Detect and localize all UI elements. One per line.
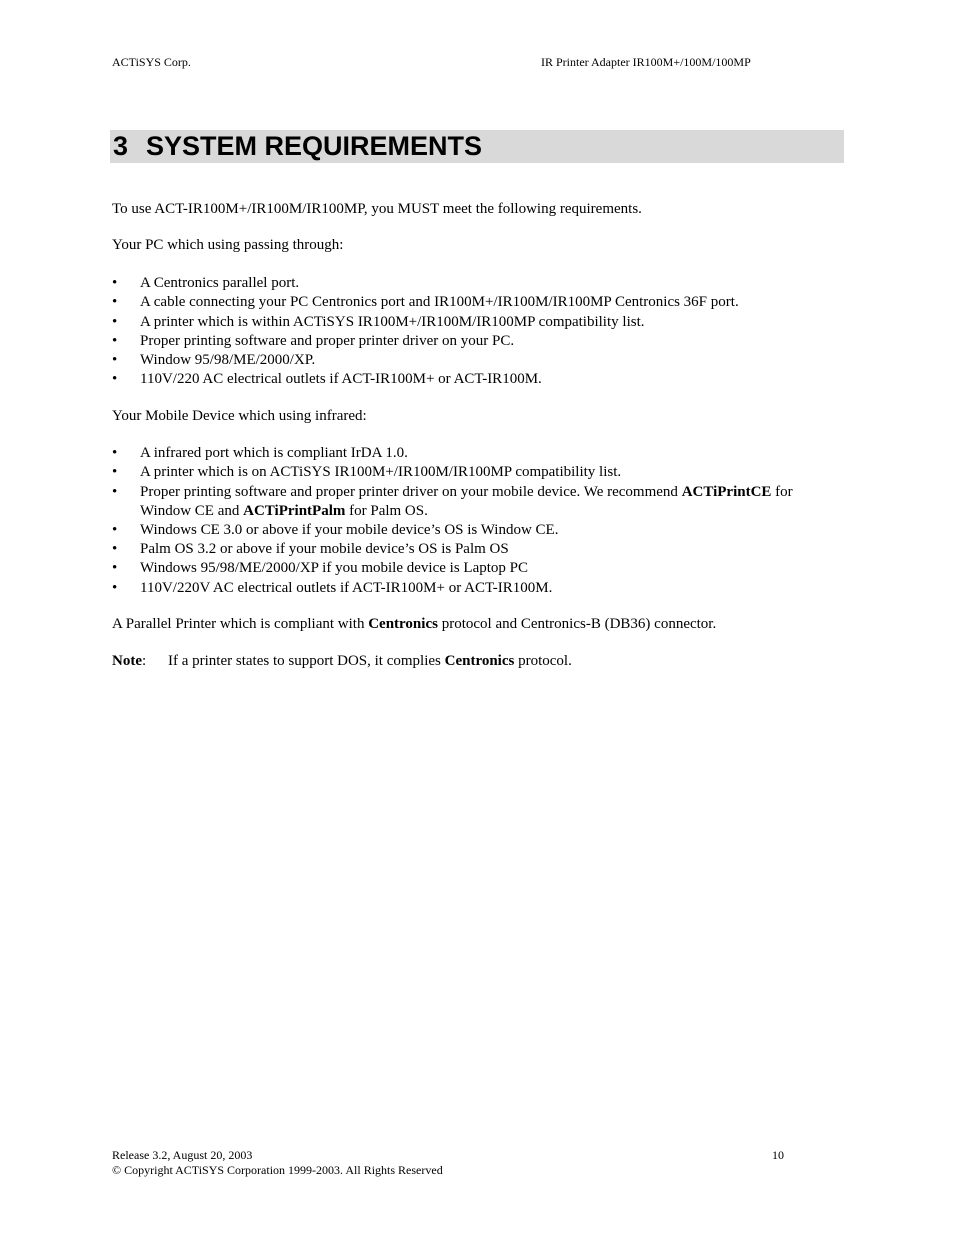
note-paragraph: Note: If a printer states to support DOS, it complies Centronics protocol. xyxy=(112,653,572,669)
section-heading xyxy=(110,130,844,163)
product-name: ACTiPrintCE xyxy=(681,483,772,500)
note-label: Note: xyxy=(112,653,147,669)
list-item: • 110V/220 AC electrical outlets if ACT-IR100M+ or ACT-IR100M. xyxy=(112,371,542,388)
list-item: • A printer which is within ACTiSYS IR100M+/IR100M/IR100MP compatibility list. xyxy=(112,313,645,330)
list-item: • Windows CE 3.0 or above if your mobile device’s OS is Window CE. xyxy=(112,521,559,538)
bullet-icon: • xyxy=(112,313,118,330)
bullet-icon: • xyxy=(112,275,118,291)
bullet-icon: • xyxy=(112,464,118,481)
product-name: ACTiPrintPalm xyxy=(243,502,346,519)
page-number: 10 xyxy=(772,1148,784,1162)
pc-heading: Your PC which using passing through: xyxy=(112,237,344,253)
printer-paragraph: A Parallel Printer which is compliant with Centronics protocol and Centronics-B (DB36) connector. xyxy=(112,616,717,632)
list-item: • Windows 95/98/ME/2000/XP if you mobile device is Laptop PC xyxy=(112,560,528,577)
list-item: • 110V/220V AC electrical outlets if ACT-IR100M+ or ACT-IR100M. xyxy=(112,579,553,596)
bullet-icon: • xyxy=(112,445,118,461)
section-title: SYSTEM REQUIREMENTS xyxy=(146,131,483,161)
bullet-icon: • xyxy=(112,371,118,388)
mobile-heading: Your Mobile Device which using infrared: xyxy=(112,408,367,424)
mobile-requirements-list xyxy=(112,444,832,598)
bullet-icon: • xyxy=(112,541,118,558)
list-item: • A cable connecting your PC Centronics port and IR100M+/IR100M/IR100MP Centronics 36F port. xyxy=(112,294,739,311)
list-item: • A Centronics parallel port. xyxy=(112,275,300,291)
list-item: • Proper printing software and proper printer driver on your PC. xyxy=(112,332,515,349)
intro-paragraph: To use ACT-IR100M+/IR100M/IR100MP, you MUST meet the following requirements. xyxy=(112,201,642,217)
bullet-icon: • xyxy=(112,332,118,349)
pc-requirements-list xyxy=(112,274,832,390)
bullet-icon: • xyxy=(112,579,118,596)
bullet-icon: • xyxy=(112,352,118,369)
list-item: • A printer which is on ACTiSYS IR100M+/IR100M/IR100MP compatibility list. xyxy=(112,464,622,481)
list-item: • A infrared port which is compliant IrDA 1.0. xyxy=(112,445,408,461)
bullet-icon: • xyxy=(112,483,118,500)
header-product: IR Printer Adapter IR100M+/100M/100MP xyxy=(541,55,751,69)
list-item: • Palm OS 3.2 or above if your mobile device’s OS is Palm OS xyxy=(112,541,509,558)
list-item: • Proper printing software and proper printer driver on your mobile device. We recommend ACTiPrintCE for Window CE and ACTiPrintPalm for Palm OS. xyxy=(112,483,793,519)
list-item: • Window 95/98/ME/2000/XP. xyxy=(112,352,316,369)
header-company: ACTiSYS Corp. xyxy=(112,55,191,69)
bullet-icon: • xyxy=(112,521,118,538)
bullet-icon: • xyxy=(112,560,118,577)
bullet-icon: • xyxy=(112,294,118,311)
section-number: 3 xyxy=(113,131,129,161)
footer-copyright: © Copyright ACTiSYS Corporation 1999-2003. All Rights Reserved xyxy=(112,1163,443,1177)
footer-release: Release 3.2, August 20, 2003 xyxy=(112,1148,253,1162)
